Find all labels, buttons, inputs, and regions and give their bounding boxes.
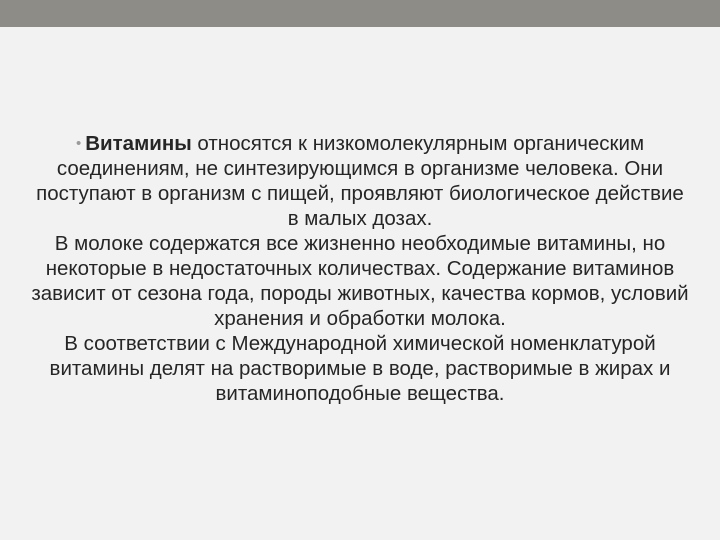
- paragraph-milk-vitamins: В молоке содержатся все жизненно необходимые витамины, но некоторые в недостаточных количествах. Содержание витаминов зависит от сезона года, породы животных, качества кормов, условий хранения и обработки молока.: [31, 232, 689, 330]
- paragraph-vitamin-classification: В соответствии с Международной химической номенклатурой витамины делят на растворимые в воде, растворимые в жирах и витаминоподобные вещества.: [49, 332, 671, 405]
- bullet-icon: •: [75, 135, 82, 152]
- paragraph-vitamins-definition: [30, 131, 690, 231]
- vitamins-bold-term: Витамины: [85, 132, 192, 155]
- vitamins-definition-text: относятся к низкомолекулярным органическим соединениям, не синтезирующимся в организме человека. Они поступают в организм с пищей, проявляют биологическое действие в малых дозах.: [36, 132, 684, 230]
- slide-text-body: [30, 131, 690, 406]
- top-band: [0, 0, 720, 27]
